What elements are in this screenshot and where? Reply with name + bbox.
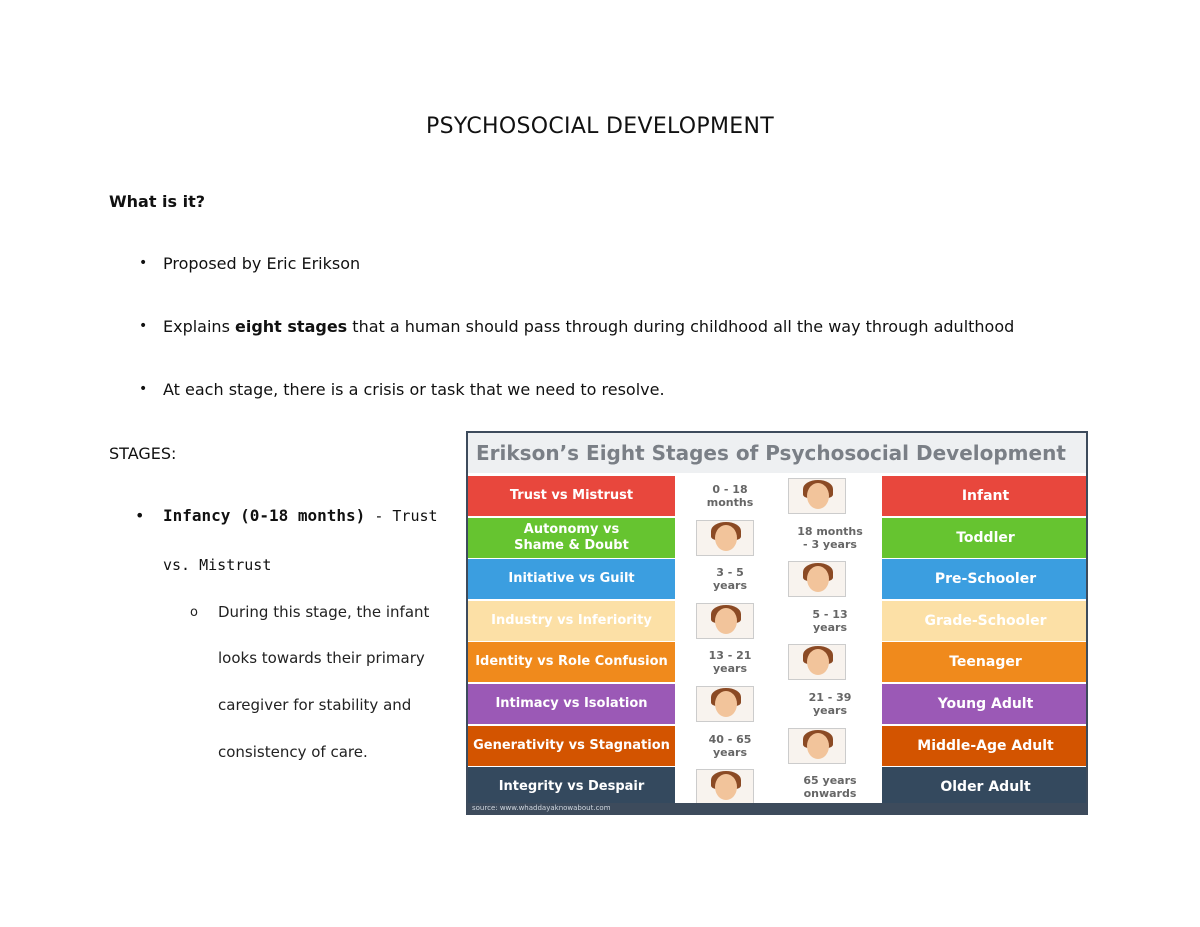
stage-row xyxy=(468,684,1086,724)
stage-row xyxy=(468,518,1086,558)
stage-row xyxy=(468,559,1086,599)
stage-age-range: 40 - 65 years xyxy=(708,732,752,759)
child-portrait-icon xyxy=(788,728,846,764)
stage-name: Infancy (0-18 months) xyxy=(163,506,366,525)
description-line: looks towards their primary xyxy=(218,649,425,667)
stages-heading: STAGES: xyxy=(109,444,177,463)
stage-label: Young Adult xyxy=(882,684,1088,724)
stage-label: Older Adult xyxy=(882,767,1088,807)
child-portrait-icon xyxy=(696,769,754,805)
bullet-dot-icon: • xyxy=(139,318,148,334)
stage-crisis: Industry vs Inferiority xyxy=(468,601,675,641)
stage-crisis: Identity vs Role Confusion xyxy=(468,642,675,682)
sub-bullet-icon: o xyxy=(190,605,198,620)
child-portrait-icon xyxy=(696,520,754,556)
bold-emphasis: eight stages xyxy=(235,317,348,336)
bullet-dot-icon: • xyxy=(135,506,145,525)
stage-row xyxy=(468,767,1086,807)
stage-row xyxy=(468,601,1086,641)
stage-label: Middle-Age Adult xyxy=(882,726,1088,766)
infographic-source: source: www.whaddayaknowabout.com xyxy=(468,803,1088,813)
stage-age-range: 65 years onwards xyxy=(803,774,857,801)
bullet-item: • Proposed by Eric Erikson xyxy=(139,254,361,273)
stage-crisis: Trust vs Mistrust xyxy=(468,476,675,516)
bullet-dot-icon: • xyxy=(139,255,148,271)
bullet-dot-icon: • xyxy=(139,381,148,397)
stage-label: Teenager xyxy=(882,642,1088,682)
description-line: caregiver for stability and xyxy=(218,696,412,714)
stage-age-range: 13 - 21 years xyxy=(708,649,752,676)
child-portrait-icon xyxy=(696,686,754,722)
stage-crisis: Generativity vs Stagnation xyxy=(468,726,675,766)
stage-row xyxy=(468,476,1086,516)
stage-row xyxy=(468,642,1086,682)
stage-age-range: 18 months - 3 years xyxy=(797,524,863,551)
page-title: PSYCHOSOCIAL DEVELOPMENT xyxy=(426,114,774,139)
stage-row xyxy=(468,726,1086,766)
stage-label: Pre-Schooler xyxy=(882,559,1088,599)
stage-age-range: 21 - 39 years xyxy=(808,691,852,717)
stage-label: Infant xyxy=(882,476,1088,516)
stage-age-range: 5 - 13 years xyxy=(812,607,848,634)
child-portrait-icon xyxy=(788,478,846,514)
stage-age-range: 0 - 18 months xyxy=(706,483,754,509)
stage-crisis: Initiative vs Guilt xyxy=(468,559,675,599)
description-line: During this stage, the infant xyxy=(218,603,430,621)
erikson-infographic xyxy=(466,431,1088,815)
stage-crisis: Autonomy vs Shame & Doubt xyxy=(468,518,675,558)
child-portrait-icon xyxy=(788,644,846,680)
stage-label: Grade-Schooler xyxy=(882,601,1088,641)
stage-label: Toddler xyxy=(882,518,1088,558)
section-heading-what: What is it? xyxy=(109,192,206,211)
child-portrait-icon xyxy=(696,603,754,639)
description-line: consistency of care. xyxy=(218,743,368,761)
intro-bullet-list xyxy=(109,254,1014,443)
infographic-title: Erikson’s Eight Stages of Psychosocial Development xyxy=(476,441,1066,465)
stage-crisis: Intimacy vs Isolation xyxy=(468,684,675,724)
stage-age-range: 3 - 5 years xyxy=(712,566,748,593)
bullet-item: • Explains eight stages that a human should pass through during childhood all the way through adulthood xyxy=(139,317,1015,336)
child-portrait-icon xyxy=(788,561,846,597)
stage-crisis-continuation: vs. Mistrust xyxy=(163,556,272,574)
stage-crisis: Integrity vs Despair xyxy=(468,767,675,807)
bullet-item: • At each stage, there is a crisis or task that we need to resolve. xyxy=(139,380,665,399)
